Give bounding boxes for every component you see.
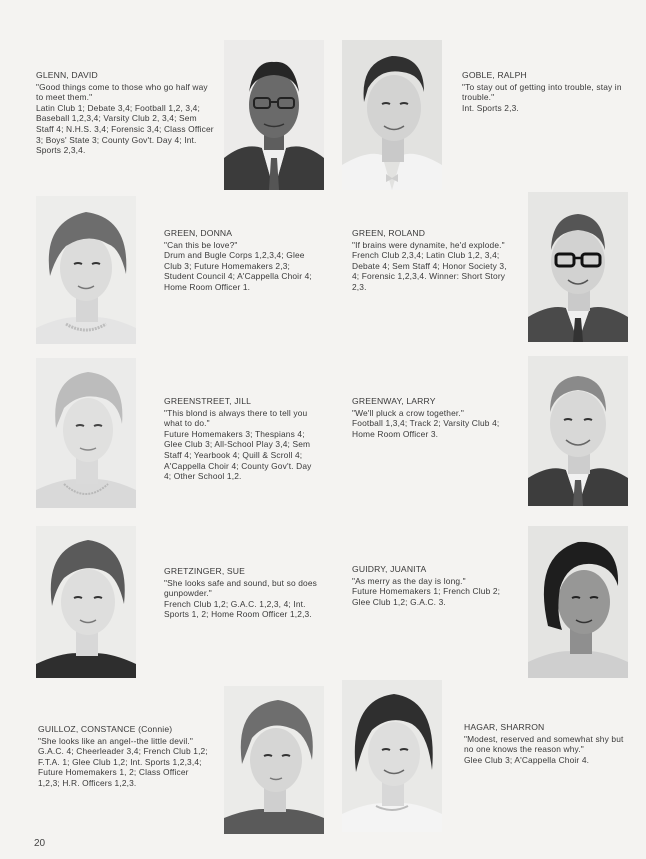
student-name: GRETZINGER, SUE [164, 566, 246, 576]
student-name: GREENWAY, LARRY [352, 396, 436, 406]
student-activities: Drum and Bugle Corps 1,2,3,4; Glee Club 3; Future Homemakers 2,3; Student Council 4; A'Cappella Choir 4; Home Room Officer 1. [164, 250, 312, 292]
student-photo-hagar [342, 680, 442, 832]
student-entry-gretzinger [164, 566, 318, 620]
student-photo-goble [342, 40, 442, 190]
student-photo-guilloz [224, 686, 324, 834]
student-quote: "She looks like an angel--the little devil." [38, 735, 193, 746]
student-photo-greenway [528, 356, 628, 506]
student-activities: G.A.C. 4; Cheerleader 3,4; French Club 1,2; F.T.A. 1; Glee Club 1,2; Int. Sports 1,2,3,4; Future Homemakers 1, 2; Class Officer 1,2,3; H.R. Officers 1,2,3. [38, 746, 208, 788]
student-activities: Int. Sports 2,3. [462, 102, 519, 113]
student-photo-green-roland [528, 192, 628, 342]
student-activities: Glee Club 3; A'Cappella Choir 4. [464, 754, 590, 765]
student-name: GREEN, DONNA [164, 228, 233, 238]
student-activities: Future Homemakers 1; French Club 2; Glee Club 1,2; G.A.C. 3. [352, 586, 501, 607]
student-photo-gretzinger [36, 526, 136, 678]
student-activities: Football 1,3,4; Track 2; Varsity Club 4; Home Room Officer 3. [352, 418, 500, 439]
student-entry-greenway [352, 396, 512, 439]
student-entry-guidry [352, 564, 512, 607]
student-activities: Latin Club 1; Debate 3,4; Football 1,2, 3,4; Baseball 1,2,3,4; Varsity Club 2, 3,4; Sem Staff 4; N.H.S. 3,4; Forensic 3,4; Class Officer 3; Boys' State 3; County Gov't. Day 4; Int. Sports 2,3,4. [36, 102, 214, 156]
student-quote: "As merry as the day is long." [352, 575, 466, 586]
student-entry-hagar [464, 722, 634, 765]
student-photo-guidry [528, 526, 628, 678]
student-entry-glenn [36, 70, 214, 156]
student-photo-glenn [224, 40, 324, 190]
page-number: 20 [34, 838, 46, 849]
student-entry-guilloz [38, 724, 210, 789]
student-activities: French Club 2,3,4; Latin Club 1,2, 3,4; Debate 4; Sem Staff 4; Honor Society 3, 4; Forensic 1,2,3,4. Winner: Short Story 2,3. [352, 250, 507, 292]
student-quote: "She looks safe and sound, but so does gunpowder." [164, 577, 318, 599]
student-quote: "We'll pluck a crow together." [352, 407, 464, 418]
student-name: GOBLE, RALPH [462, 70, 527, 80]
student-activities: French Club 1,2; G.A.C. 1,2,3, 4; Int. Sports 1, 2; Home Room Officer 1,2,3. [164, 598, 312, 620]
student-quote: "To stay out of getting into trouble, stay in trouble." [462, 81, 622, 103]
student-name: GREENSTREET, JILL [164, 396, 252, 406]
student-photo-greenstreet [36, 358, 136, 508]
student-entry-green-roland [352, 228, 512, 293]
student-activities: Future Homemakers 3; Thespians 4; Glee Club 3; All-School Play 3,4; Sem Staff 4; Yearbook 4; Quill & Scroll 4; A'Cappella Choir 4; County Gov't. Day 4; Other School 1,2. [164, 428, 312, 482]
student-entry-goble [462, 70, 634, 113]
student-quote: "If brains were dynamite, he'd explode." [352, 239, 505, 250]
student-photo-green-donna [36, 196, 136, 344]
student-quote: "Modest, reserved and somewhat shy but no one knows the reason why." [464, 733, 624, 755]
student-name: GLENN, DAVID [36, 70, 98, 80]
student-quote: "This blond is always there to tell you what to do." [164, 407, 308, 429]
student-quote: "Can this be love?" [164, 239, 238, 250]
student-name: GUIDRY, JUANITA [352, 564, 427, 574]
student-name: GREEN, ROLAND [352, 228, 426, 238]
student-entry-green-donna [164, 228, 322, 293]
student-name: HAGAR, SHARRON [464, 722, 545, 732]
student-quote: "Good things come to those who go half way to meet them." [36, 81, 208, 103]
student-name: GUILLOZ, CONSTANCE (Connie) [38, 724, 173, 734]
student-entry-greenstreet [164, 396, 318, 482]
